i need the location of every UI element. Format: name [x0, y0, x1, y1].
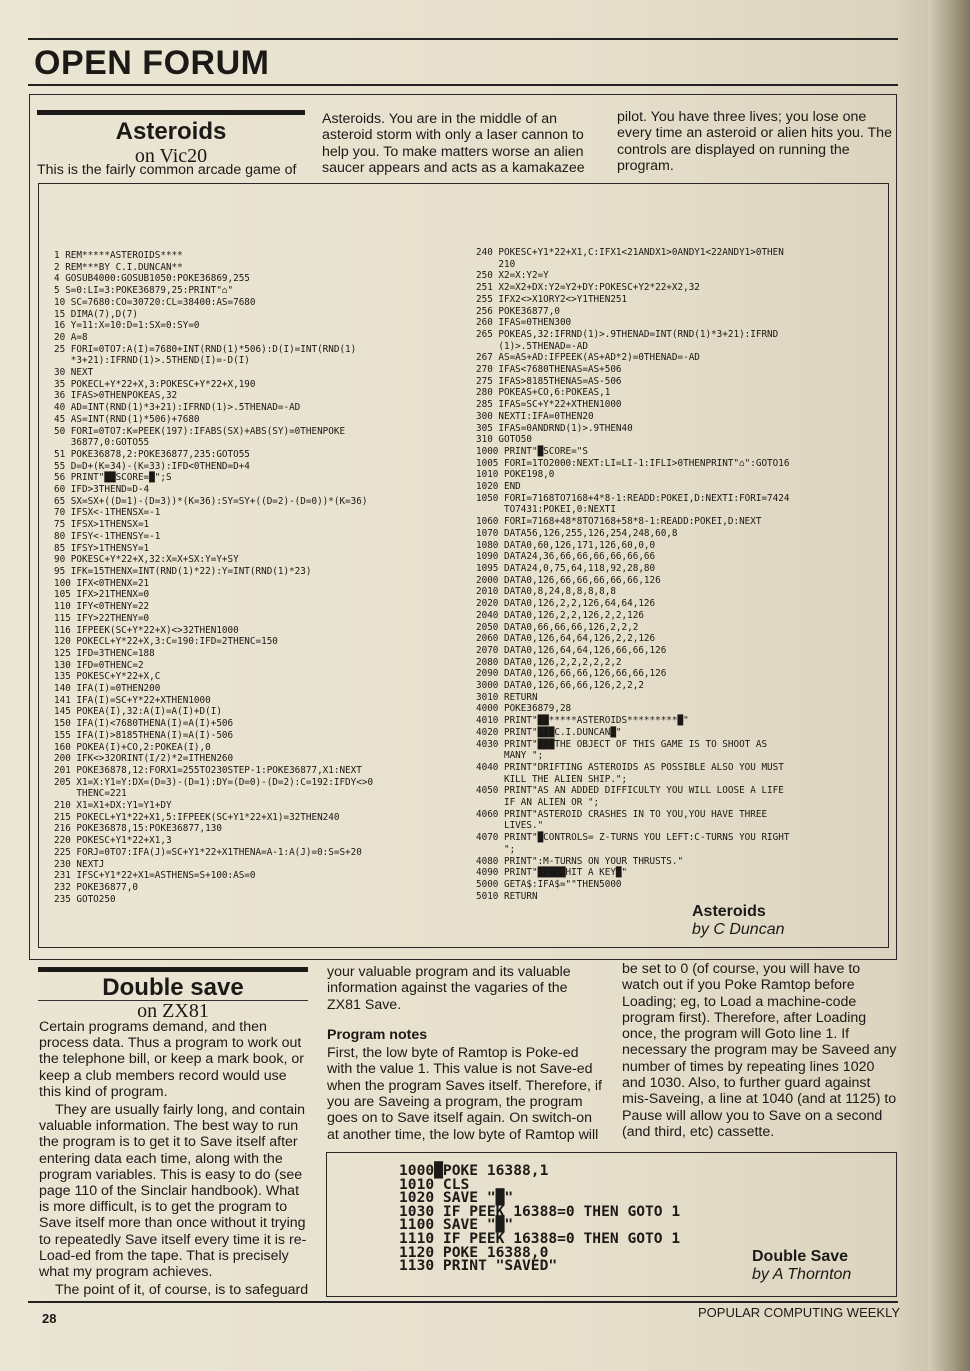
asteroids-title: Asteroids — [115, 118, 227, 145]
double-save-caption-author: by A Thornton — [752, 1266, 852, 1283]
page-number: 28 — [42, 1311, 57, 1326]
col1-paragraph-1: Certain programs demand, and then process data. Thus a program to work out the telephone bill, or keep a mark book, or keep a club members record would use this kind of program. — [39, 1019, 304, 1100]
col2-paragraph-2: First, the low byte of Ramtop is Poke-ed with the value 1. This value is not Save-ed when the program Saves itself. Therefore, if you are Saveing a program, the program goes on to Save itself again. On switch-on at another time, the low byte of Ramtop will — [327, 1045, 602, 1143]
asteroids-caption-title: Asteroids — [692, 903, 766, 920]
top-rule — [28, 38, 898, 40]
asteroids-column-3: pilot. You have three lives; you lose one every time an asteroid or alien hits you. The controls are displayed on running the program. — [617, 109, 892, 175]
listing-right-column: 240 POKESC+Y1*22+X1,C:IFX1<21ANDX1>0ANDY1<22ANDY1>0THEN 210 250 X2=X:Y2=Y 251 X2=X2+DX:Y2=Y2+DY:POKESC+Y2*22+X2,32 255 IFX2<>X1ORY2<>Y1THEN251 256 POKE36877,0 260 IFAS=0THEN300 265 POKEAS,32:IFRND(1)>.9THENAD=INT(RND(1)*3+21):IFRND (1)>.5THENAD=-AD 267 AS=AS+AD:IFPEEK(AS+AD*2)=0THENAD=-AD 270 IFAS<7680THENAS=AS+506 275 IFAS>8185THENAS=AS-506 280 POKEAS+CO,6:POKEAS,1 285 IFAS=SC+Y*22+XTHEN1000 300 NEXTI:IFA=0THEN20 305 IFAS=0ANDRND(1)>.9THEN40 310 GOTO50 1000 PRINT"█SCORE="S 1005 FORI=1TO2000:NEXT:LI=LI-1:IFLI>0THENPRINT"⌂":GOTO16 1010 POKE198,0 1020 END 1050 FORI=7168TO7168+4*8-1:READD:POKEI,D:NEXTI:FORI=7424 TO7431:POKEI,0:NEXTI 1060 FORI=7168+48*8TO7168+58*8-1:READD:POKEI,D:NEXT 1070 DATA56,126,255,126,254,248,60,8 1080 DATA0,60,126,171,126,60,0,0 1090 DATA24,36,66,66,66,66,66,66 1095 DATA24,0,75,64,118,92,28,80 2000 DATA0,126,66,66,66,66,66,126 2010 DATA0,8,24,8,8,8,8,8 2020 DATA0,126,2,2,126,64,64,126 2040 DATA0,126,2,2,126,2,2,126 2050 DATA0,66,66,66,126,2,2,2 2060 DATA0,126,64,64,126,2,2,126 2070 DATA0,126,64,64,126,66,66,126 2080 DATA0,126,2,2,2,2,2,2 2090 DATA0,126,66,66,126,66,66,126 3000 DATA0,126,66,66,126,2,2,2 3010 RETURN 4000 POKE36879,28 4010 PRINT"██*****ASTEROIDS*********█" 4020 PRINT"███C.I.DUNCAN█" 4030 PRINT"███THE OBJECT OF THIS GAME IS TO SHOOT AS MANY "; 4040 PRINT"DRIFTING ASTEROIDS AS POSSIBLE ALSO YOU MUST KILL THE ALIEN SHIP."; 4050 PRINT"AS AN ADDED DIFFICULTY YOU WILL LOOSE A LIFE IF AN ALIEN OR "; 4060 PRINT"ASTEROID CRASHES IN TO YOU,YOU HAVE THREE LIVES." 4070 PRINT"█CONTROLS= Z-TURNS YOU LEFT:C-TURNS YOU RIGHT "; 4080 PRINT":M-TURNS ON YOUR THRUSTS." 4090 PRINT"█████HIT A KEY█" 5000 GETA$:IFA$=""THEN5000 5010 RETURN — [476, 247, 790, 902]
double-save-code: 1000█POKE 16388,1 1010 CLS 1020 SAVE "█" 1030 IF PEEK 16388=0 THEN GOTO 1 1100 SAVE "█" 1110 IF PEEK 16388=0 THEN GOTO 1 1120 POKE 16388,0 1130 PRINT "SAVED" — [399, 1162, 681, 1275]
col1-paragraph-2: They are usually fairly long, and contain valuable information. The best way to run the program is to get it to Save itself after entering data each time, along with the program variables. This is easy to do (see page 110 of the Sinclair handbook). What is more difficult, is to get the program to Save itself more than once without it trying to repeatedly Save itself every time it is re-Load-ed from the tape. That is precisely what my program achieves. — [39, 1102, 307, 1281]
double-save-title: Double save — [102, 974, 244, 1001]
double-save-column-1 — [39, 1019, 312, 1300]
asteroids-header-bar — [37, 110, 305, 115]
footer-rule — [28, 1301, 898, 1303]
double-save-header-bar — [38, 967, 308, 972]
asteroids-column-1: This is the fairly common arcade game of — [37, 162, 297, 178]
col1-paragraph-3: The point of it, of course, is to safeguard — [55, 1282, 309, 1299]
asteroids-caption-author: by C Duncan — [692, 921, 785, 938]
asteroids-column-2: Asteroids. You are in the middle of an asteroid storm with only a laser cannon to help you. To make matters worse an alien saucer appears and acts as a kamakazee — [322, 111, 585, 177]
double-save-sub-rule — [38, 1000, 308, 1001]
magazine-name: POPULAR COMPUTING WEEKLY — [698, 1305, 901, 1320]
double-save-caption-title: Double Save — [752, 1248, 849, 1265]
page-spine-shadow — [928, 0, 970, 1371]
double-save-platform: on ZX81 — [137, 1000, 209, 1022]
listing-left-column: 1 REM*****ASTEROIDS**** 2 REM***BY C.I.DUNCAN** 4 GOSUB4000:GOSUB1050:POKE36869,255 5 S=0:LI=3:POKE36879,25:PRINT"⌂" 10 SC=7680:CO=30720:CL=38400:AS=7680 15 DIMA(7),D(7) 16 Y=11:X=10:D=1:SX=0:SY=0 20 A=8 25 FORI=0TO7:A(I)=7680+INT(RND(1)*506):D(I)=INT(RND(1) *3+21):IFRND(1)>.5THEND(I)=-D(I) 30 NEXT 35 POKECL+Y*22+X,3:POKESC+Y*22+X,190 36 IFAS>0THENPOKEAS,32 40 AD=INT(RND(1)*3+21):IFRND(1)>.5THENAD=-AD 45 AS=INT(RND(1)*506)+7680 50 FORI=0TO7:K=PEEK(197):IFABS(SX)+ABS(SY)=0THENPOKE 36877,0:GOTO55 51 POKE36878,2:POKE36877,235:GOTO55 55 D=D+(K=34)-(K=33):IFD<0THEND=D+4 56 PRINT"██SCORE=█";S 60 IFD>3THEND=D-4 65 SX=SX+((D=1)-(D=3))*(K=36):SY=SY+((D=2)-(D=0))*(K=36) 70 IFSX<-1THENSX=-1 75 IFSX>1THENSX=1 80 IFSY<-1THENSY=-1 85 IFSY>1THENSY=1 90 POKESC+Y*22+X,32:X=X+SX:Y=Y+SY 95 IFK=15THENX=INT(RND(1)*22):Y=INT(RND(1)*23) 100 IFX<0THENX=21 105 IFX>21THENX=0 110 IFY<0THENY=22 115 IFY>22THENY=0 116 IFPEEK(SC+Y*22+X)<>32THEN1000 120 POKECL+Y*22+X,3:C=190:IFD=2THENC=150 125 IFD=3THENC=188 130 IFD=0THENC=2 135 POKESC+Y*22+X,C 140 IFA(I)=0THEN200 141 IFA(I)=SC+Y*22+XTHEN1000 145 POKEA(I),32:A(I)=A(I)+D(I) 150 IFA(I)<7680THENA(I)=A(I)+506 155 IFA(I)>8185THENA(I)=A(I)-506 160 POKEA(I)+CO,2:POKEA(I),0 200 IFK<>32ORINT(I/2)*2=ITHEN260 201 POKE36878,12:FORX1=255TO230STEP-1:POKE36877,X1:NEXT 205 X1=X:Y1=Y:DX=(D=3)-(D=1):DY=(D=0)-(D=2):C=192:IFDY<>0 THENC=221 210 X1=X1+DX:Y1=Y1+DY 215 POKECL+Y1*22+X1,5:IFPEEK(SC+Y1*22+X1)=32THEN240 216 POKE36878,15:POKE36877,130 220 POKESC+Y1*22+X1,3 225 FORJ=0TO7:IFA(J)=SC+Y1*22+X1THENA=A-1:A(J)=0:S=S+20 230 NEXTJ 231 IFSC+Y1*22+X1=ASTHENS=S+100:AS=0 232 POKE36877,0 235 GOTO250 — [54, 250, 374, 905]
double-save-column-2 — [327, 964, 602, 1145]
asteroids-platform: on Vic20 — [134, 145, 208, 167]
section-rule — [28, 84, 898, 86]
col2-paragraph-1: your valuable program and its valuable information against the vagaries of the ZX81 Save. — [327, 964, 571, 1013]
program-notes-heading: Program notes — [327, 1026, 428, 1043]
double-save-column-3: be set to 0 (of course, you will have to watch out if you Poke Ramtop before Loading; eg, to Load a machine-code program first). Therefore, after Loading once, the program will Goto line 1. If necessary the program may be Saveed any number of times by repeating lines 1020 and 1030. Also, to further guard against mis-Saveing, a line at 1040 (and at 1125) to Pause will allow you to Save on a second (and third, etc) cassette. — [622, 961, 897, 1140]
section-heading: OPEN FORUM — [34, 44, 270, 82]
